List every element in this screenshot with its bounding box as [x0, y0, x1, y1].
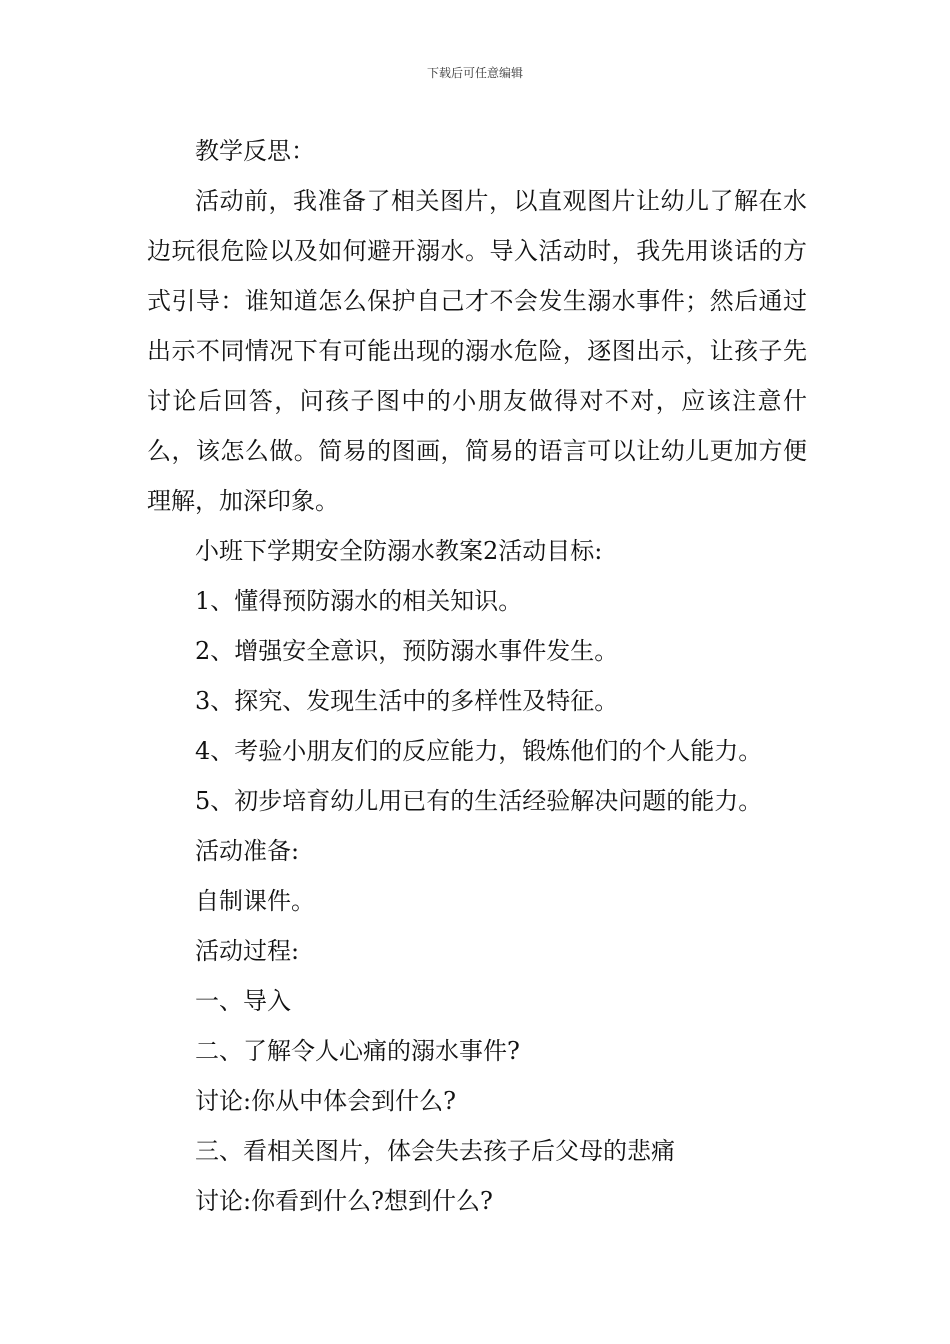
- process-step: 三、看相关图片，体会失去孩子后父母的悲痛: [195, 1137, 675, 1165]
- process-step: 讨论:你看到什么?想到什么?: [195, 1187, 493, 1215]
- goal-item: 5、初步培育幼儿用已有的生活经验解决问题的能力。: [195, 787, 763, 815]
- heading-prep: 活动准备:: [195, 837, 300, 865]
- goal-item: 2、增强安全意识，预防溺水事件发生。: [195, 637, 619, 665]
- title-plan2: 小班下学期安全防溺水教案2活动目标:: [195, 537, 603, 565]
- goal-item: 4、考验小朋友们的反应能力，锻炼他们的个人能力。: [195, 737, 763, 765]
- page-header: 下载后可任意编辑: [426, 66, 523, 80]
- goal-item: 1、懂得预防溺水的相关知识。: [195, 587, 523, 615]
- process-step: 二、了解令人心痛的溺水事件?: [195, 1037, 520, 1065]
- process-step: 讨论:你从中体会到什么?: [195, 1087, 456, 1115]
- goal-item: 3、探究、发现生活中的多样性及特征。: [195, 687, 619, 715]
- prep-item: 自制课件。: [195, 887, 315, 915]
- heading-process: 活动过程:: [195, 937, 300, 965]
- paragraph-reflection: 活动前，我准备了相关图片，以直观图片让幼儿了解在水边玩很危险以及如何避开溺水。导入活动时，我先用谈话的方式引导：谁知道怎么保护自己才不会发生溺水事件；然后通过出示不同情况下有可能出现的溺水危险，逐图出示，让孩子先讨论后回答，问孩子图中的小朋友做得对不对，应该注意什么，该怎么做。简易的图画，简易的语言可以让幼儿更加方便理解，加深印象。: [147, 187, 807, 515]
- heading-reflection: 教学反思：: [195, 137, 315, 165]
- process-step: 一、导入: [195, 987, 291, 1015]
- document-body: [147, 126, 807, 1226]
